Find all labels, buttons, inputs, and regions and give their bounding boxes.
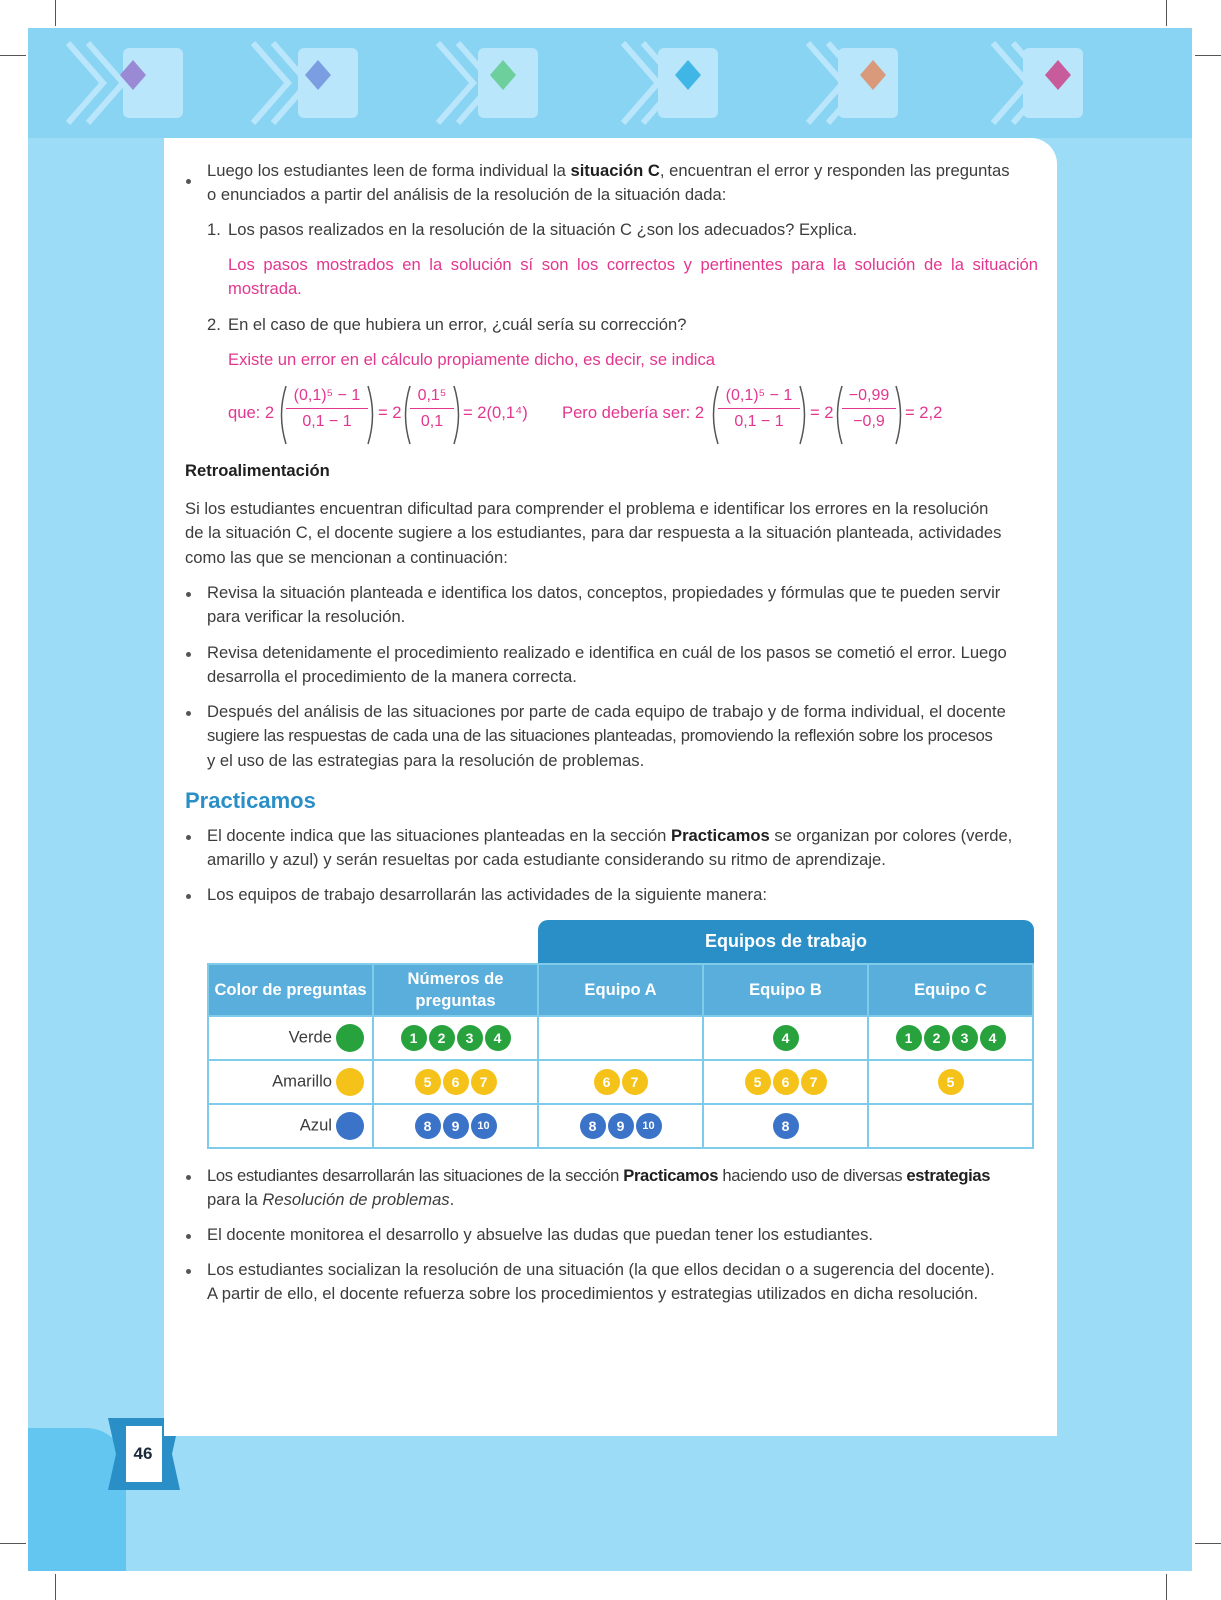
- question-badge: 4: [773, 1025, 799, 1051]
- bullet: [186, 1269, 191, 1274]
- question-badge: 7: [622, 1069, 648, 1095]
- question-badge: 5: [938, 1069, 964, 1095]
- equipo-a-cell: [538, 1016, 703, 1060]
- row-color-label: Azul: [299, 1115, 332, 1135]
- crop-mark: [1166, 0, 1167, 26]
- yellow-circle-icon: [336, 1068, 364, 1096]
- bullet: [186, 1175, 191, 1180]
- row-color-cell: [208, 1060, 373, 1104]
- practicamos-b1-l1: [207, 823, 1037, 848]
- question-badge: 6: [773, 1069, 799, 1095]
- table-row: [208, 1060, 1033, 1104]
- fraction-bar: [718, 408, 800, 409]
- row-color-label: Amarillo: [272, 1071, 332, 1091]
- row-color-cell: [208, 1016, 373, 1060]
- fraction-bar: [410, 408, 454, 409]
- fraction-3-num: (0,1)⁵ − 1: [725, 387, 793, 404]
- green-circle-icon: [336, 1024, 364, 1052]
- question-badge: 4: [980, 1025, 1006, 1051]
- header-equipo-c: Equipo C: [868, 964, 1033, 1016]
- equipo-b-cell: [703, 1104, 868, 1148]
- q1-number: 1.: [207, 220, 221, 239]
- crop-mark: [0, 55, 26, 56]
- closing-b2: El docente monitorea el desarrollo y absuelve las dudas que puedan tener los estudiantes.: [207, 1225, 874, 1244]
- question-badge: 2: [429, 1025, 455, 1051]
- retro-b3-l1: Después del análisis de las situaciones por parte de cada equipo de trabajo y de forma individual, el docente: [207, 702, 1006, 721]
- fraction-1-den: 0,1 − 1: [302, 413, 352, 430]
- intro-text: Luego los estudiantes leen de forma individual la: [207, 161, 571, 180]
- header-numbers: Números de preguntas: [373, 964, 538, 1016]
- equipo-c-cell: [868, 1016, 1033, 1060]
- closing-b3-l2: A partir de ello, el docente refuerza sobre los procedimientos y estrategias utilizados en dicha resolución.: [207, 1284, 979, 1303]
- question-badge: 9: [443, 1113, 469, 1139]
- closing-text: Los estudiantes desarrollarán las situaciones de la sección: [207, 1166, 624, 1185]
- closing-period: .: [449, 1190, 455, 1209]
- question-badge: 6: [594, 1069, 620, 1095]
- closing-text-3: para la: [207, 1190, 263, 1209]
- bullet: [186, 592, 191, 597]
- retro-b1-l1: Revisa la situación planteada e identifica los datos, conceptos, propiedades y fórmulas que te pueden servir: [207, 583, 1001, 602]
- bullet: [186, 1234, 191, 1239]
- decorative-header-band: [28, 28, 1192, 138]
- intro-line2: o enunciados a partir del análisis de la resolución de la situación dada:: [207, 185, 727, 204]
- question-badge: 6: [443, 1069, 469, 1095]
- fraction-2: [410, 386, 454, 432]
- equipo-b-cell: [703, 1060, 868, 1104]
- retro-b2-l1: Revisa detenidamente el procedimiento realizado e identifica en cuál de los pasos se cometió el error. Luego: [207, 643, 1007, 662]
- crop-mark: [1166, 1574, 1167, 1600]
- retro-p-line3: como las que se mencionan a continuación:: [185, 548, 508, 567]
- question-badge: 7: [471, 1069, 497, 1095]
- practicamos-b2: Los equipos de trabajo desarrollarán las actividades de la siguiente manera:: [207, 885, 767, 904]
- practicamos-b1-l2: amarillo y azul) y serán resueltas por cada estudiante considerando su ritmo de aprendizaje.: [207, 850, 886, 869]
- q1-answer-line1: Los pasos mostrados en la solución sí son los correctos y pertinentes para la solución de la situación: [228, 255, 1038, 274]
- closing-b3-l1: Los estudiantes socializan la resolución de una situación (la que ellos decidan o a sugerencia del docente).: [207, 1260, 995, 1279]
- question-badge: 2: [924, 1025, 950, 1051]
- practicamos-text: El docente indica que las situaciones planteadas en la sección: [207, 826, 672, 845]
- teams-table: [207, 963, 1034, 1149]
- fraction-3-den: 0,1 − 1: [734, 413, 784, 430]
- crop-mark: [0, 1543, 26, 1544]
- crop-mark: [1195, 1543, 1221, 1544]
- row-numbers-cell: [373, 1016, 538, 1060]
- question-badge: 3: [457, 1025, 483, 1051]
- row-color-cell: [208, 1104, 373, 1148]
- table-row: [208, 1104, 1033, 1148]
- intro-line1: [207, 158, 1037, 183]
- closing-b1-l1: [207, 1163, 1047, 1188]
- closing-bold: Practicamos: [623, 1166, 719, 1185]
- math-eq4: = 2: [810, 403, 834, 422]
- question-badge: 10: [471, 1113, 497, 1139]
- blue-circle-icon: [336, 1112, 364, 1140]
- math-res2: = 2,2: [905, 403, 943, 422]
- retro-p-line2: de la situación C, el docente sugiere a los estudiantes, para dar respuesta a la situación planteada, actividades: [185, 523, 1002, 542]
- table-row: [208, 1016, 1033, 1060]
- math-que: que: 2: [228, 403, 275, 422]
- equipo-b-cell: [703, 1016, 868, 1060]
- header-pattern-icon: [28, 28, 1192, 138]
- q2-answer-line1: Existe un error en el cálculo propiamente dicho, es decir, se indica: [228, 350, 716, 369]
- equipo-c-cell: [868, 1060, 1033, 1104]
- fraction-2-num: 0,1⁵: [417, 387, 447, 404]
- question-badge: 8: [415, 1113, 441, 1139]
- math-eq2: = 2: [378, 403, 402, 422]
- equipo-a-cell: [538, 1060, 703, 1104]
- fraction-4-num: −0,99: [848, 387, 890, 404]
- retro-b3-l3: y el uso de las estrategias para la resolución de problemas.: [207, 751, 645, 770]
- row-color-label: Verde: [288, 1027, 332, 1047]
- question-badge: 1: [896, 1025, 922, 1051]
- retro-b1-l2: para verificar la resolución.: [207, 607, 406, 626]
- right-paren-icon: [798, 384, 810, 446]
- bullet: [186, 711, 191, 716]
- fraction-4-den: −0,9: [853, 413, 885, 430]
- retro-heading: Retroalimentación: [185, 461, 330, 480]
- equipo-c-cell: [868, 1104, 1033, 1148]
- q1-text: Los pasos realizados en la resolución de la situación C ¿son los adecuados? Explica.: [228, 220, 858, 239]
- question-badge: 8: [580, 1113, 606, 1139]
- question-badge: 9: [608, 1113, 634, 1139]
- bullet: [186, 894, 191, 899]
- closing-b1-l2: [207, 1187, 1037, 1212]
- crop-mark: [55, 1574, 56, 1600]
- question-badge: 10: [636, 1113, 662, 1139]
- fraction-1: [286, 386, 368, 432]
- q1-answer-line2: mostrada.: [228, 279, 302, 298]
- q2-text: En el caso de que hubiera un error, ¿cuál sería su corrección?: [228, 315, 687, 334]
- question-badge: 1: [401, 1025, 427, 1051]
- header-equipo-b: Equipo B: [703, 964, 868, 1016]
- retro-p-line1: Si los estudiantes encuentran dificultad para comprender el problema e identificar los errores en la resolución: [185, 499, 989, 518]
- math-pero: Pero debería ser: 2: [562, 403, 705, 422]
- row-numbers-cell: [373, 1060, 538, 1104]
- row-numbers-cell: [373, 1104, 538, 1148]
- intro-text-2: , encuentran el error y responden las preguntas: [659, 161, 1010, 180]
- table-header-row: [208, 964, 1033, 1016]
- bullet: [186, 835, 191, 840]
- practicamos-heading: Practicamos: [185, 788, 316, 813]
- closing-italic: Resolución de problemas: [262, 1190, 450, 1209]
- retro-b2-l2: desarrolla el procedimiento de la manera correcta.: [207, 667, 577, 686]
- crop-mark: [55, 0, 56, 26]
- right-paren-icon: [366, 384, 378, 446]
- practicamos-bold: Practicamos: [671, 826, 770, 845]
- question-badge: 5: [745, 1069, 771, 1095]
- question-badge: 7: [801, 1069, 827, 1095]
- fraction-3: [718, 386, 800, 432]
- fraction-2-den: 0,1: [420, 413, 444, 430]
- crop-mark: [1195, 55, 1221, 56]
- question-badge: 5: [415, 1069, 441, 1095]
- fraction-1-num: (0,1)⁵ − 1: [293, 387, 361, 404]
- bullet: [186, 179, 191, 184]
- q2-number: 2.: [207, 315, 221, 334]
- practicamos-text-2: se organizan por colores (verde,: [769, 826, 1013, 845]
- equipo-a-cell: [538, 1104, 703, 1148]
- retro-b3-l2: sugiere las respuestas de cada una de las situaciones planteadas, promoviendo la reflexión sobre los procesos: [207, 726, 993, 745]
- bullet: [186, 652, 191, 657]
- closing-bold-2: estrategias: [906, 1166, 991, 1185]
- header-color: Color de preguntas: [208, 964, 373, 1016]
- intro-bold: situación C: [570, 161, 660, 180]
- math-res1: = 2(0,1⁴): [463, 403, 528, 422]
- question-badge: 3: [952, 1025, 978, 1051]
- fraction-bar: [842, 408, 896, 409]
- header-equipo-a: Equipo A: [538, 964, 703, 1016]
- question-badge: 4: [485, 1025, 511, 1051]
- page-number: 46: [133, 1444, 153, 1463]
- equipos-group-header: Equipos de trabajo: [538, 920, 1034, 963]
- question-badge: 8: [773, 1113, 799, 1139]
- closing-text-2: haciendo uso de diversas: [718, 1166, 907, 1185]
- fraction-4: [842, 386, 896, 432]
- fraction-bar: [286, 408, 368, 409]
